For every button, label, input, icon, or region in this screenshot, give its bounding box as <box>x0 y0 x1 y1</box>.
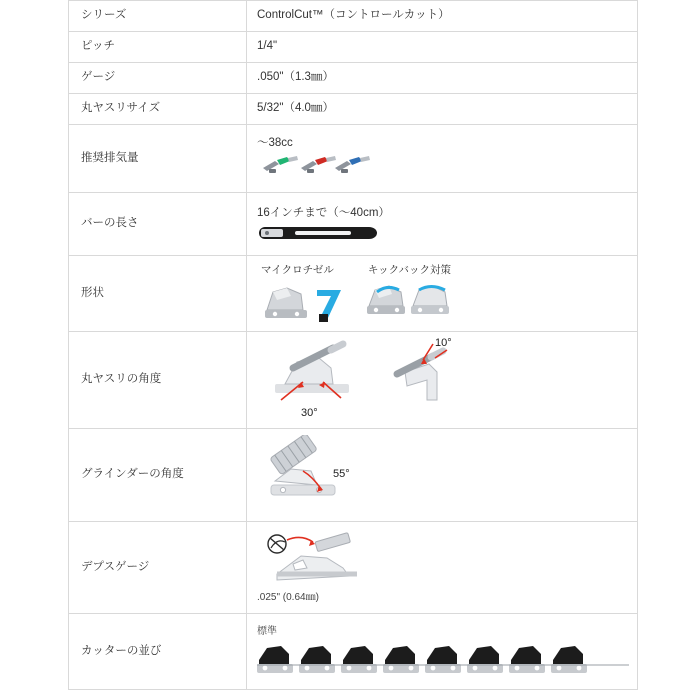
cutter-sequence-caption: 標準 <box>257 625 277 637</box>
row-label-gauge: ゲージ <box>69 63 247 94</box>
grinder-angle-figure <box>257 435 627 515</box>
shape-caption-micro-chisel: マイクロチゼル <box>261 264 334 277</box>
shape-caption-kickback: キックバック対策 <box>367 264 452 277</box>
svg-text:10°: 10° <box>435 338 452 349</box>
row-value-cutter-sequence <box>247 614 638 690</box>
cutter-shape-figure <box>257 280 627 324</box>
row-label-depth-gauge: デプスゲージ <box>69 522 247 614</box>
table-row <box>69 32 638 63</box>
table-row <box>69 63 638 94</box>
bar-length-value: 16インチまで（〜40cm） <box>257 207 390 220</box>
row-value-pitch <box>247 32 638 63</box>
cutter-sequence-figure <box>257 642 627 680</box>
table-row <box>69 332 638 429</box>
row-value-shape <box>247 256 638 332</box>
table-row <box>69 256 638 332</box>
table-row <box>69 522 638 614</box>
row-label-file-angle: 丸ヤスリの角度 <box>69 332 247 429</box>
gauge-value: .050"（1.3㎜） <box>257 71 334 84</box>
row-label-grinder-angle: グラインダーの角度 <box>69 429 247 522</box>
table-row <box>69 94 638 125</box>
table-row <box>69 429 638 522</box>
table-row <box>69 614 638 690</box>
guide-bar-icon <box>257 223 627 243</box>
row-label-shape: 形状 <box>69 256 247 332</box>
chainsaw-icons <box>257 152 627 182</box>
table-row <box>69 1 638 32</box>
depth-gauge-figure <box>257 530 627 588</box>
table-row <box>69 125 638 193</box>
row-label-pitch: ピッチ <box>69 32 247 63</box>
displacement-value: 〜38cc <box>257 136 293 149</box>
shape-captions <box>257 263 627 279</box>
row-value-file-size <box>247 94 638 125</box>
pitch-value: 1/4" <box>257 40 278 53</box>
row-value-file-angle <box>247 332 638 429</box>
row-label-file-size: 丸ヤスリサイズ <box>69 94 247 125</box>
file-size-value: 5/32"（4.0㎜） <box>257 102 334 115</box>
depth-gauge-measurement: .025" (0.64㎜) <box>257 592 319 603</box>
svg-text:30°: 30° <box>301 407 318 419</box>
specification-table <box>68 0 638 690</box>
series-value: ControlCut™（コントロールカット） <box>257 9 450 22</box>
row-value-gauge <box>247 63 638 94</box>
row-label-displacement: 推奨排気量 <box>69 125 247 193</box>
file-angle-figure <box>257 338 627 422</box>
row-label-series: シリーズ <box>69 1 247 32</box>
row-value-bar-length <box>247 193 638 256</box>
row-label-cutter-sequence: カッターの並び <box>69 614 247 690</box>
table-row <box>69 193 638 256</box>
row-label-bar-length: バーの長さ <box>69 193 247 256</box>
row-value-depth-gauge <box>247 522 638 614</box>
row-value-grinder-angle <box>247 429 638 522</box>
svg-text:55°: 55° <box>333 468 350 480</box>
row-value-series <box>247 1 638 32</box>
row-value-displacement <box>247 125 638 193</box>
